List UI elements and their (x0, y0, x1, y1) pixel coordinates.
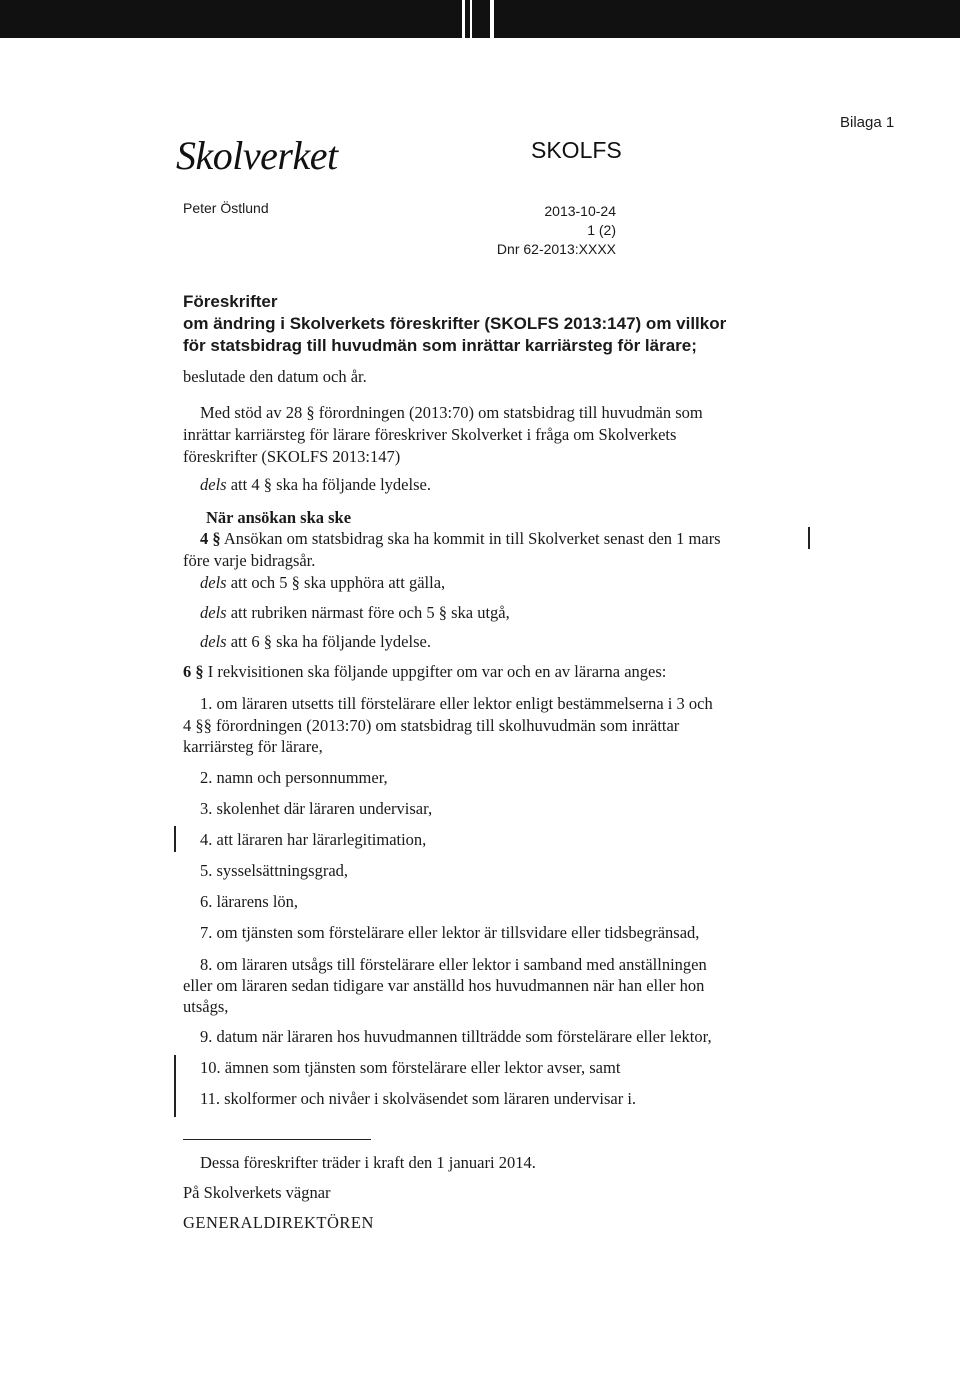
change-bar-items-10-11 (174, 1055, 176, 1117)
section-heading: När ansökan ska ske (206, 508, 352, 527)
page-number: 1 (2) (587, 222, 616, 238)
signatory-title: GENERALDIREKTÖREN (183, 1213, 374, 1232)
document-date: 2013-10-24 (544, 203, 616, 219)
skolverket-logo: Skolverket (176, 133, 338, 178)
list-item-5: 5. sysselsättningsgrad, (200, 861, 349, 880)
intro-line-2: inrättar karriärsteg för lärare föreskriver Skolverket i fråga om Skolverkets (183, 425, 677, 444)
effective-date-line: Dessa föreskrifter träder i kraft den 1 januari 2014. (200, 1153, 536, 1172)
title-line-2: om ändring i Skolverkets föreskrifter (SKOLFS 2013:147) om villkor (183, 314, 727, 333)
list-item-8-line-1: 8. om läraren utsågs till förstelärare eller lektor i samband med anställningen (200, 955, 707, 974)
change-bar-item-4 (174, 826, 176, 852)
footnote-divider (183, 1139, 371, 1140)
list-item-4: 4. att läraren har lärarlegitimation, (200, 830, 427, 849)
change-bar-section-4 (808, 527, 810, 549)
intro-line-1: Med stöd av 28 § förordningen (2013:70) om statsbidrag till huvudmän som (200, 403, 703, 422)
list-item-1-line-1: 1. om läraren utsetts till förstelärare eller lektor enligt bestämmelserna i 3 och (200, 694, 713, 713)
list-item-11: 11. skolformer och nivåer i skolväsendet som läraren undervisar i. (200, 1089, 637, 1108)
decided-line: beslutade den datum och år. (183, 367, 367, 386)
section-4-line-1: 4 § Ansökan om statsbidrag ska ha kommit in till Skolverket senast den 1 mars (200, 529, 721, 548)
series-label: SKOLFS (531, 137, 622, 163)
dels-clause-1: dels att 4 § ska ha följande lydelse. (200, 475, 431, 494)
on-behalf-line: På Skolverkets vägnar (183, 1183, 331, 1202)
title-line-3: för statsbidrag till huvudmän som inrättar karriärsteg för lärare; (183, 336, 697, 355)
dels-clause-2: dels att och 5 § ska upphöra att gälla, (200, 573, 446, 592)
list-item-1-line-2: 4 §§ förordningen (2013:70) om statsbidrag till skolhuvudmän som inrättar (183, 716, 680, 735)
scan-top-border (0, 0, 960, 38)
reference-number: Dnr 62-2013:XXXX (496, 241, 616, 257)
list-item-7: 7. om tjänsten som förstelärare eller lektor är tillsvidare eller tidsbegränsad, (200, 923, 700, 942)
list-item-8-line-2: eller om läraren sedan tidigare var anställd hos huvudmannen när han eller hon (183, 976, 705, 995)
section-4-line-2: före varje bidragsår. (183, 551, 316, 570)
list-item-1-line-3: karriärsteg för lärare, (183, 737, 323, 756)
list-item-10: 10. ämnen som tjänsten som förstelärare eller lektor avser, samt (200, 1058, 621, 1077)
section-6-line: 6 § I rekvisitionen ska följande uppgifter om var och en av lärarna anges: (183, 662, 667, 681)
list-item-3: 3. skolenhet där läraren undervisar, (200, 799, 433, 818)
title-line-1: Föreskrifter (183, 292, 278, 311)
list-item-8-line-3: utsågs, (183, 997, 229, 1016)
attachment-label: Bilaga 1 (840, 114, 895, 131)
list-item-6: 6. lärarens lön, (200, 892, 299, 911)
dels-clause-4: dels att 6 § ska ha följande lydelse. (200, 632, 431, 651)
list-item-2: 2. namn och personnummer, (200, 768, 388, 787)
author-name: Peter Östlund (183, 200, 269, 216)
intro-line-3: föreskrifter (SKOLFS 2013:147) (183, 447, 401, 466)
dels-clause-3: dels att rubriken närmast före och 5 § ska utgå, (200, 603, 510, 622)
list-item-9: 9. datum när läraren hos huvudmannen tillträdde som förstelärare eller lektor, (200, 1027, 712, 1046)
